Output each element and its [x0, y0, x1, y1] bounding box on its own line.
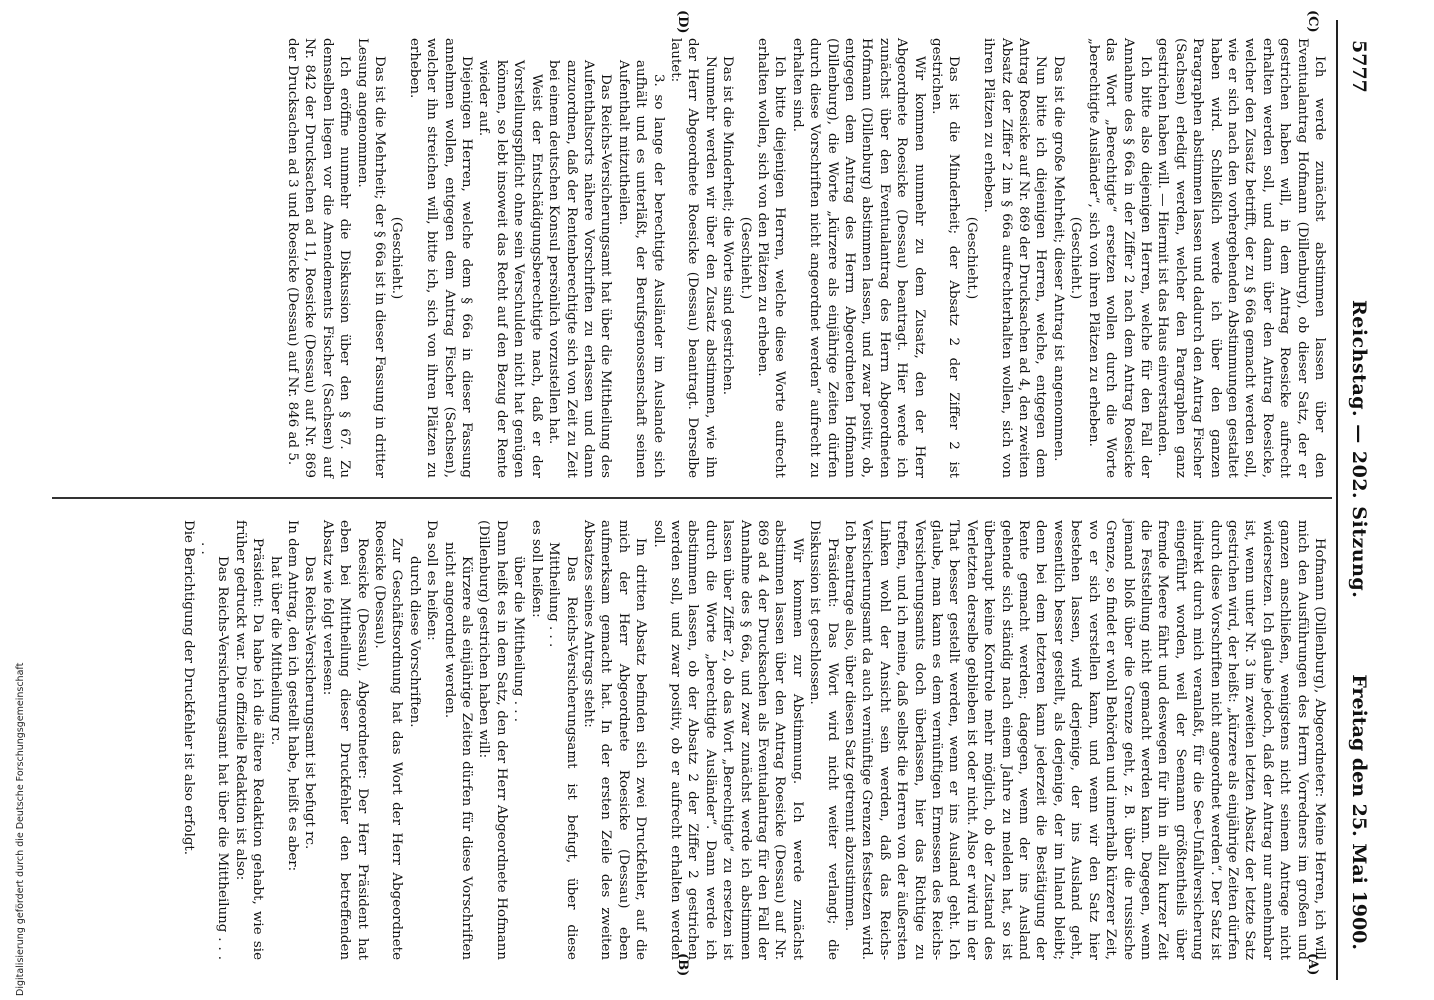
paragraph: Zur Geschäftsordnung hat das Wort der Herr Abgeordnete Roesicke (Dessau).: [372, 520, 405, 960]
paragraph: über die Mittheilung . . .: [511, 556, 527, 723]
paragraph: Dann heißt es in dem Satz, den der Herr Abgeordnete Hofmann (Dillenburg) gestrichen haben will:: [476, 520, 509, 960]
paragraph: Das Reichs-Versicherungsamt ist befugt, über diese Mittheilung . . .: [546, 542, 579, 960]
credit-text: Digitalisierung gefördert durch die Deutsche Forschungsgemeinschaft: [15, 662, 26, 996]
paragraph: Wir kommen nunmehr zu dem Zusatz, den der Herr Abgeordnete Roesicke (Dessau) beantragt. Hier werde ich zunächst über den Eventualantrag des Herrn Abgeordneten Hofmann (Dillenburg) abstimmen lassen, und zwar positiv, ob, entgegen dem Antrag des Herrn Abgeordneten Hofmann (Dillenburg), die Worte „kürzere als einjährige Zeiten dürfen durch diese Vorschriften nicht angeordnet werden“ aufrecht zu erhalten sind.: [789, 38, 927, 478]
paragraph: Nunmehr werden wir über den Zusatz abstimmen, wie ihn der Herr Abgeordnete Roesicke (Dessau) beantragt. Derselbe lautet:: [667, 38, 718, 478]
header-rule: [1336, 20, 1338, 980]
paragraph: (Geschieht.): [389, 216, 405, 300]
paragraph: Ich eröffne nunmehr die Diskussion über den § 67. Zu demselben liegen vor die Amendements Fischer (Sachsen) auf Nr. 842 der Drucksachen ad 11, Roesicke (Dessau) auf Nr. 869 der Drucksachen ad 3 und Roesicke (Dessau) auf Nr. 846 ad 5.: [285, 38, 353, 478]
session-date: Freitag den 25. Mai 1900.: [1348, 674, 1370, 950]
paragraph: Diejenigen Herren, welche dem § 66a in dieser Fassung annehmen wollen, entgegen dem Antrag Fischer (Sachsen), welcher ihn streichen will, bitte ich, sich von ihren Plätzen zu erheben.: [406, 38, 475, 478]
paragraph: Wir kommen zur Abstimmung. Ich werde zunächst abstimmen lassen über den Antrag Roesicke (Dessau) auf Nr. 869 ad 4 der Drucksachen als Eventualantrag für den Fall der Annahme des § 66a, und zwar zunächst werde ich abstimmen lassen über Ziffer 2, ob das Wort „Berechtigte“ zu ersetzen ist durch die Worte „berechtigte Ausländer“. Dann werde ich abstimmen lassen, ob der Absatz 2 der Ziffer 2 gestrichen werden soll, und zwar positiv, ob er aufrecht erhalten werden soll.: [650, 520, 805, 960]
paragraph: (Geschieht.): [963, 216, 979, 300]
paragraph: Präsident: Das Wort wird nicht weiter verlangt; die Diskussion ist geschlossen.: [807, 520, 840, 960]
paragraph: Nun bitte ich diejenigen Herren, welche, entgegen dem Antrag Roesicke auf Nr. 869 der Drucksachen ad 4, den zweiten Absatz der Ziffer 2 im § 66a aufrechterhalten wollen, sich von ihren Plätzen zu erheben.: [981, 38, 1049, 478]
paragraph: Ich werde zunächst abstimmen lassen über den Eventualantrag Hofmann (Dillenburg), ob dieser Satz, der er gestrichen haben will, in dem Antrag Roesicke aufrecht erhalten werden soll, und dann über den Antrag Roesicke, welcher den Zusatz betrifft, der zu § 66a gemacht werden soll, wie er sich nach den vorhergehenden Abstimmungen gestaltet haben wird. Schließlich werde ich über den ganzen Paragraphen abstimmen lassen und dadurch den Antrag Fischer (Sachsen) erledigt werden, welcher den Paragraphen ganz gestrichen haben will. — Hiermit ist das Haus einverstanden.: [1155, 38, 1327, 478]
paragraph: Roesicke (Dessau), Abgeordneter: Der Herr Präsident hat eben bei Mittheilung dieser Druckfehler den betreffenden Absatz wie folgt verlesen:: [319, 520, 370, 960]
margin-letter-b: (B): [675, 953, 690, 977]
session-title: Reichstag. — 202. Sitzung.: [1348, 300, 1370, 599]
page-header: [1342, 40, 1372, 980]
margin-letter-a: (A): [1305, 953, 1320, 976]
paragraph: es soll heißen:: [528, 520, 544, 618]
paragraph: Das ist die Minderheit; die Worte sind gestrichen.: [720, 56, 736, 396]
paragraph: durch diese Vorschriften.: [406, 556, 422, 728]
paragraph: (Geschieht.): [1068, 216, 1084, 300]
paragraph: Das Reichs-Versicherungsamt hat über die Mittheilung . . . . .: [198, 542, 231, 960]
right-column: [179, 520, 1328, 960]
paragraph: In dem Antrag, den ich gestellt habe, heißt es aber:: [285, 520, 301, 872]
paragraph: Da soll es heißen:: [424, 520, 440, 641]
paragraph: Ich bitte diejenigen Herren, welche diese Worte aufrecht erhalten wollen, sich von den Plätzen zu erheben.: [755, 38, 788, 478]
paragraph: Hofmann (Dillenburg), Abgeordneter: Meine Herren, ich will mich den Ausführungen des Herrn Vorredners im großen und ganzen anschließen, wenigstens nicht seinem Antrage nicht widersetzen. Ich glaube jedoch, daß der Antrag nur annehmbar ist, wenn unter Nr. 3 im zweiten letzten Absatz der letzte Satz gestrichen wird, der heißt: „kürzere als einjährige Zeiten dürfen durch diese Vorschriften nicht angeordnet werden“. Der Satz ist indirekt durch mich veranlaßt, für die See-Unfallversicherung eingeführt worden, weil der Seemann größtentheils über fremde Meere fährt und deswegen für ihn in allzu kurzer Zeit die Feststellung nicht gemacht werden kann. Dagegen, wenn jemand bloß über die Grenze geht, z. B. über die russische Grenze, so findet er wohl Behörden und innerhalb kürzerer Zeit, wo er sich verstellen kann, und wenn wir den Satz hier bestehen lassen, wird derjenige, der ins Ausland geht, wesentlich besser gestellt, als derjenige, der im Inland bleibt; denn bei dem letzteren kann jederzeit die Bestätigung der Rente gemacht werden; dagegen, wenn der ins Ausland gehende sich ständig nach einem Jahre zu melden hat, so ist überhaupt keine Kontrole mehr möglich, ob der Zustand des Verletzten derselbe geblieben ist oder nicht. Also er wird in der That besser gestellt werden, wenn er ins Ausland geht. Ich glaube, man kann es dem vernünftigen Ermessen des Reichs-Versicherungsamts doch überlassen, hier das Richtige zu treffen, und ich meine, daß selbst die Herren von der äußersten Linken wohl der Ansicht sein werden, daß das Reichs-Versicherungsamt da auch vernünftige Grenzen festsetzen wird. Ich beantrage also, über diesen Satz getrennt abzustimmen.: [842, 520, 1327, 960]
paragraph: Im dritten Absatz befinden sich zwei Druckfehler, auf die mich der Herr Abgeordnete Roesicke (Dessau) eben aufmerksam gemacht hat. In der ersten Zeile des zweiten Absatzes seines Antrags steht:: [580, 520, 649, 960]
paragraph: Das ist die große Mehrheit; dieser Antrag ist angenommen.: [1050, 56, 1066, 462]
paragraph: Das Reichs-Versicherungsamt ist befugt rc.: [302, 556, 318, 850]
paragraph: Weist der Entschädigungsberechtigte nach, daß er der Vorstellungspflicht ohne sein Verschulden nicht hat genügen können, so lebt insoweit das Recht auf den Bezug der Rente wieder auf.: [476, 60, 544, 478]
margin-letter-c: (C): [1305, 10, 1320, 33]
paragraph: hat über die Mittheilung rc.: [267, 556, 283, 746]
digitization-credit: [2, 604, 26, 996]
paragraph: Das Reichs-Versicherungsamt hat über die Mittheilung des Aufenthaltsorts nähere Vorschriften zu erlassen und dann anzuordnen, daß der Rentenberechtigte sich von Zeit zu Zeit bei einem deutschen Konsul persönlich vorzustellen hat.: [546, 60, 614, 478]
paragraph: Das ist die Mehrheit; der § 66a ist in dieser Fassung in dritter Lesung angenommen.: [354, 38, 388, 478]
page-number: 5777: [1348, 40, 1370, 93]
paragraph: Präsident: Da habe ich die ältere Redaktion gehabt, wie sie früher gedruckt war. Die offizielle Redaktion ist also:: [232, 520, 266, 960]
column-divider: [52, 497, 1332, 499]
paragraph: Die Berichtigung der Druckfehler ist also erfolgt.: [180, 520, 196, 856]
paragraph: Kürzere als einjährige Zeiten dürfen für diese Vorschriften nicht angeordnet werden.: [441, 542, 475, 960]
left-column: [284, 38, 1328, 478]
margin-letter-d: (D): [675, 10, 690, 34]
paragraph: Ich bitte also diejenigen Herren, welche für den Fall der Annahme des § 66a in der Ziffer 2 nach dem Antrag Roesicke das Wort „Berechtigte“ ersetzen wollen durch die Worte „berechtigte Ausländer“, sich von ihren Plätzen zu erheben.: [1085, 38, 1153, 478]
paragraph: 3. so lange der berechtigte Ausländer im Auslande sich aufhält und es unterläßt, der Berufsgenossenschaft seinen Aufenthalt mitzutheilen.: [615, 60, 666, 478]
paragraph: Das ist die Minderheit; der Absatz 2 der Ziffer 2 ist gestrichen.: [929, 38, 962, 478]
paragraph: (Geschieht.): [737, 216, 753, 300]
